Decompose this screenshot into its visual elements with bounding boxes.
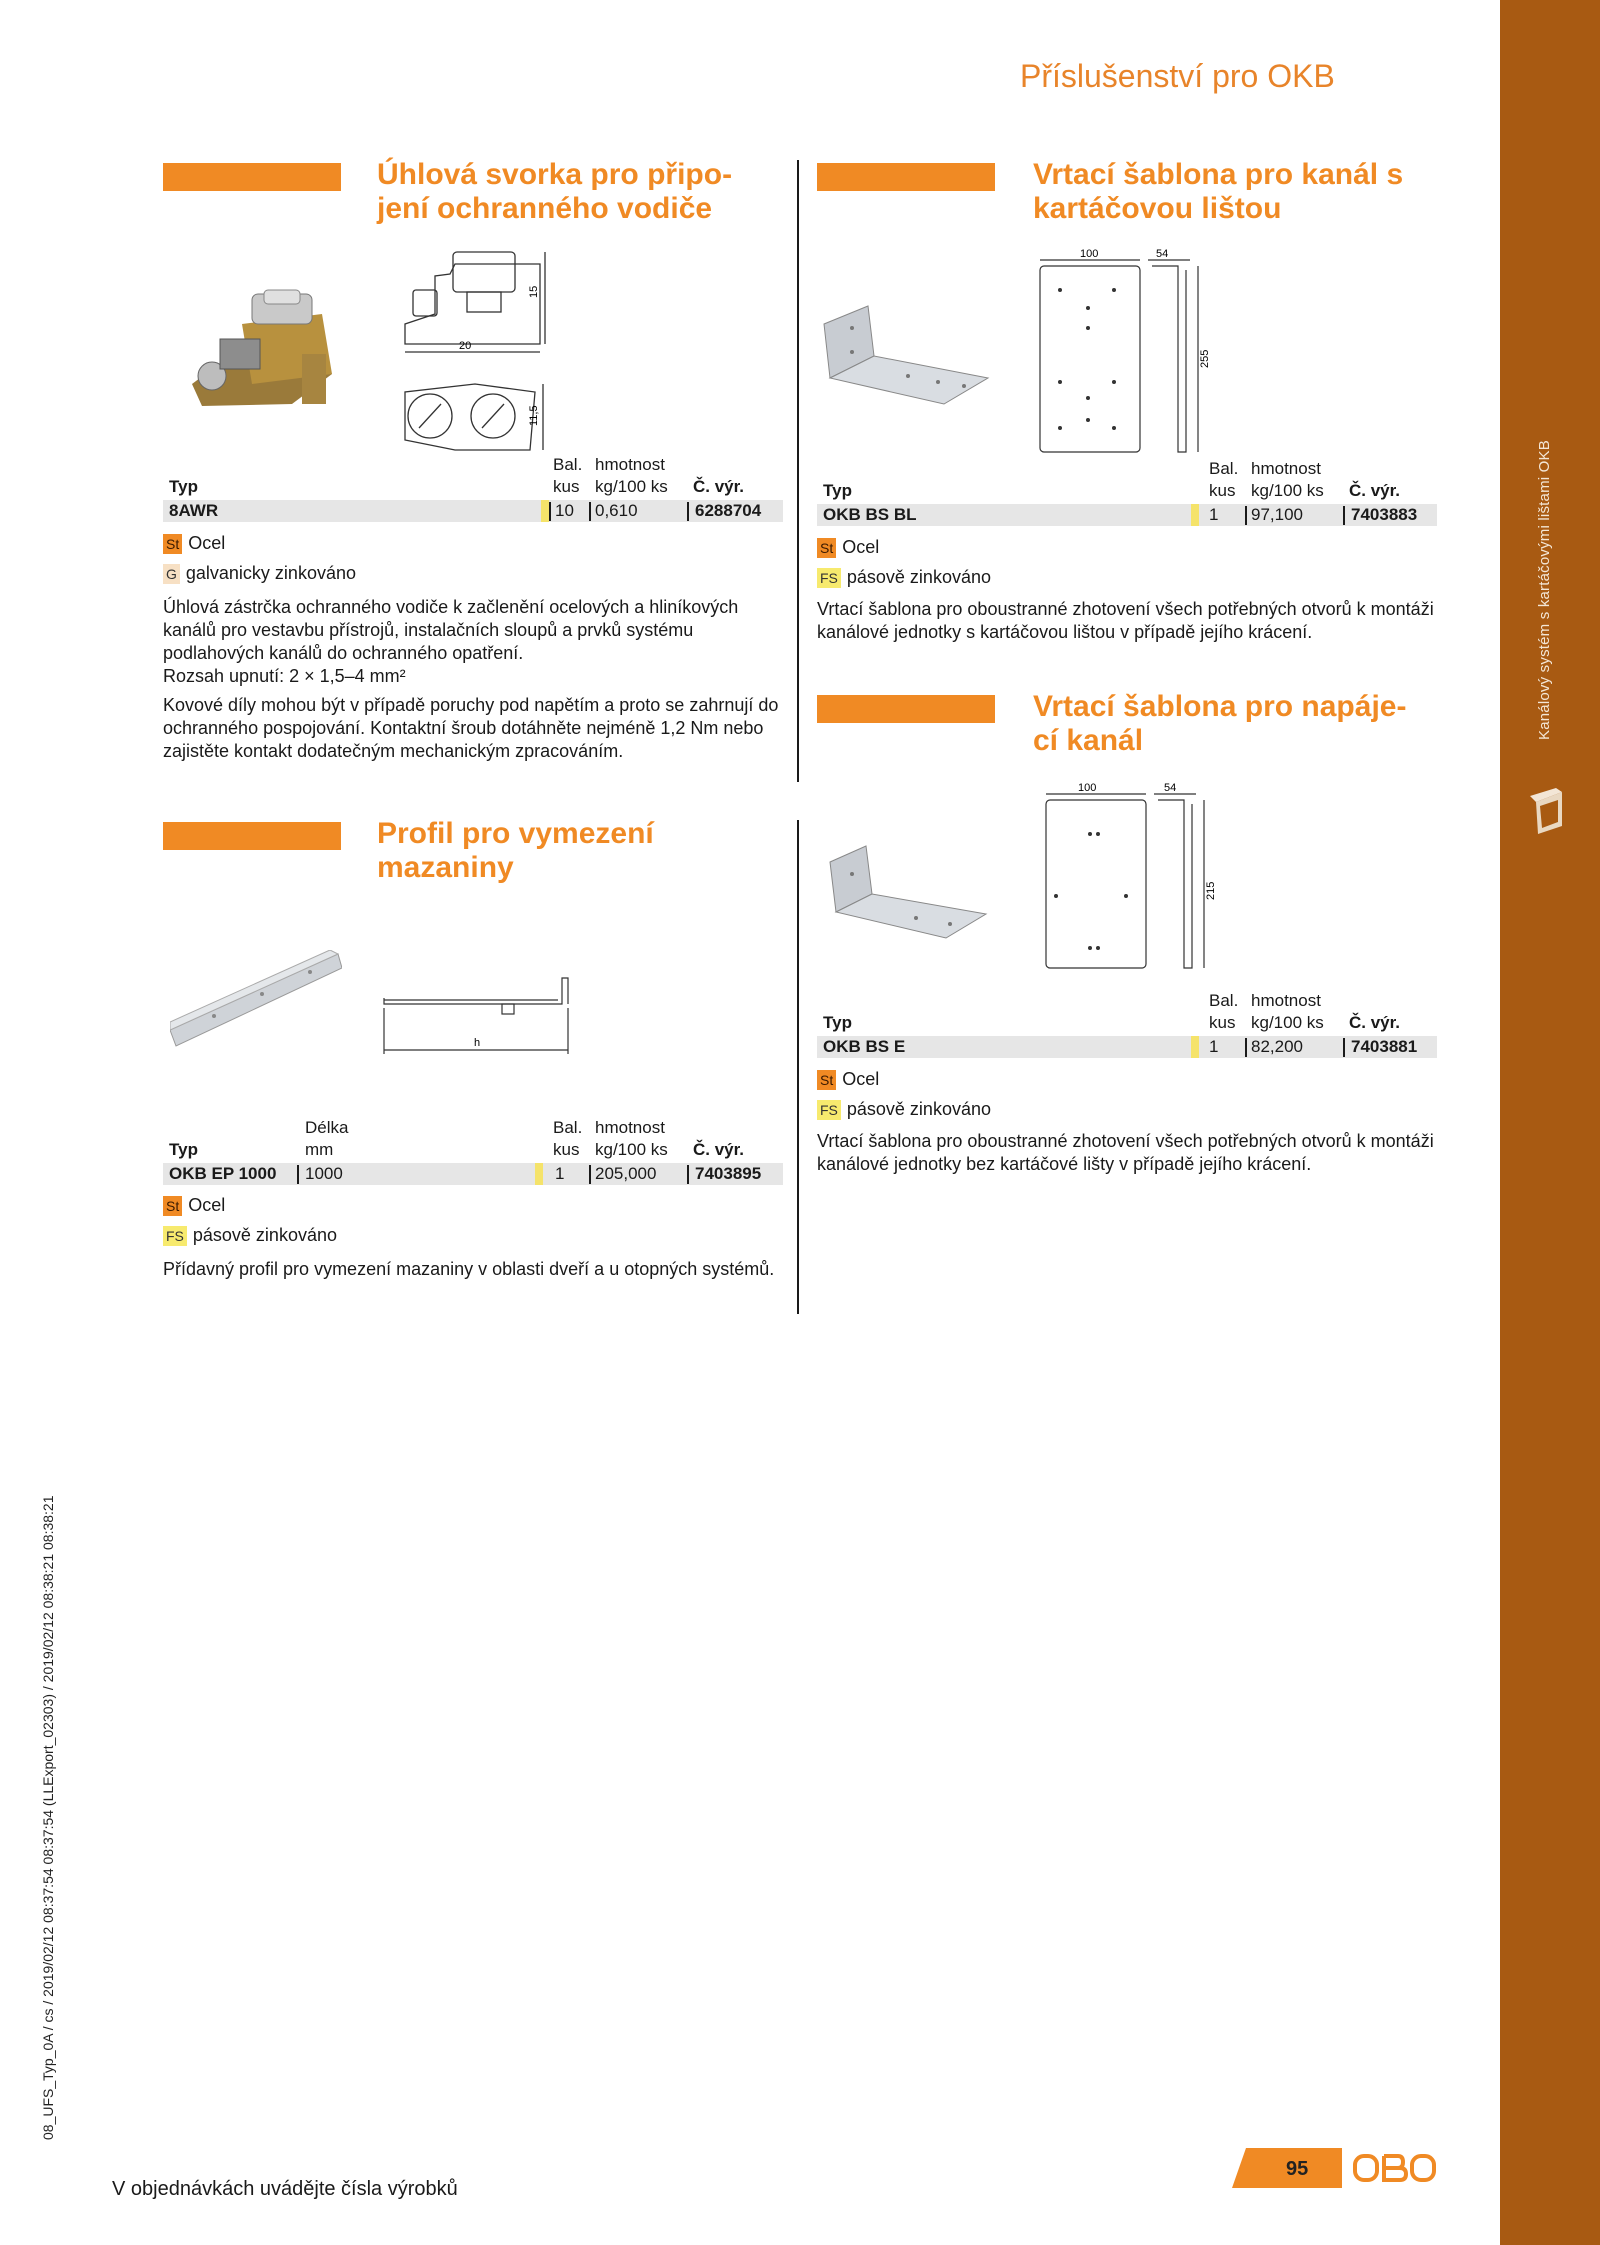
cell-typ: OKB BS E [823, 1037, 906, 1056]
description-screed-profile: Přídavný profil pro vymezení mazaniny v oblasti dveří a u otopných systémů. [163, 1259, 775, 1279]
material-steel: St Ocel [817, 537, 879, 558]
section-marker-bar [163, 822, 341, 850]
cell-cvyr: 7403881 [1351, 1037, 1418, 1056]
material-code-badge: St [163, 1196, 182, 1216]
col-header-delka: Délka [305, 1118, 349, 1137]
dim-width: 100 [1078, 782, 1097, 794]
page-number: 95 [1286, 2158, 1309, 2180]
dim-height: 255 [1199, 349, 1211, 368]
section-title-drill-template-brush: Vrtací šablona pro kanál s kartáčovou lištou [1033, 158, 1404, 225]
screed-profile-drawing [382, 968, 582, 1058]
finish-code-badge: FS [163, 1226, 187, 1246]
col-header-hmotnost: hmotnost [595, 455, 665, 474]
col-header-kg: kg/100 ks [1251, 481, 1324, 500]
dim-11-5: 11,5 [528, 405, 540, 426]
dim-h: h [474, 1037, 481, 1049]
material-finish: FS pásově zinkováno [817, 567, 991, 588]
product-table-okb-bs-bl [817, 456, 1437, 530]
section-title-drill-template-power: Vrtací šablona pro napáje- cí kanál [1033, 690, 1407, 757]
col-header-typ: Typ [169, 477, 198, 496]
cell-bal: 1 [1209, 1037, 1219, 1056]
dim-15: 15 [528, 285, 540, 298]
col-header-kus: kus [1209, 1013, 1236, 1032]
cell-typ: OKB BS BL [823, 505, 917, 524]
material-finish: FS pásově zinkováno [817, 1099, 991, 1120]
print-meta-vertical: 08_UFS_Typ_0A / cs / 2019/02/12 08:37:54 08:37:54 (LLExport_02303) / 2019/02/12 08:38:21 08:38:21 [40, 1495, 56, 2140]
material-steel: St Ocel [817, 1069, 879, 1090]
column-divider-bottom [797, 820, 799, 1314]
finish-code-badge: FS [817, 568, 841, 588]
cell-delka: 1000 [305, 1164, 343, 1183]
material-finish: G galvanicky zinkováno [163, 563, 356, 584]
section-title-angle-clamp: Úhlová svorka pro připo- jení ochranného vodiče [377, 158, 733, 225]
col-header-cvyr: Č. výr. [1349, 1013, 1401, 1032]
finish-code-badge: G [163, 564, 180, 584]
material-code-badge: St [817, 538, 836, 558]
cell-cvyr: 7403883 [1351, 505, 1418, 524]
col-header-kus: kus [553, 477, 580, 496]
product-table-8awr [163, 452, 783, 526]
material-finish: FS pásově zinkováno [163, 1225, 337, 1246]
col-header-bal: Bal. [553, 1118, 583, 1137]
side-category-label: Kanálový systém s kartáčovými lištami OKB [1536, 440, 1553, 740]
col-header-typ: Typ [169, 1140, 198, 1159]
page-header-title: Příslušenství pro OKB [1020, 58, 1335, 94]
col-header-kg: kg/100 ks [595, 1140, 668, 1159]
cell-typ: 8AWR [169, 501, 219, 520]
footer-order-note: V objednávkách uvádějte čísla výrobků [112, 2178, 458, 2200]
cell-bal: 1 [555, 1164, 565, 1183]
table-row [163, 500, 783, 522]
description-angle-clamp: Úhlová zástrčka ochranného vodiče k začlenění ocelových a hliníkových kanálů pro vestavbu přístrojů, instalačních sloupů a prvků systému podlahových kanálů do ochranného opatření. Rozsah upnutí: 2 × 1,5–4 mm² Kovové díly mohou být v případě poruchy pod napětím a proto se zahrnují do ochranného pospojování. Kontaktní šroub dotáhněte nejméně 1,2 Nm nebo zajistěte kontakt dodatečným mechanickým zpracováním. [163, 597, 779, 761]
col-header-cvyr: Č. výr. [693, 1140, 745, 1159]
section-marker-bar [163, 163, 341, 191]
dim-width: 100 [1080, 248, 1099, 260]
cell-hmotnost: 97,100 [1251, 505, 1303, 524]
cell-hmotnost: 82,200 [1251, 1037, 1303, 1056]
col-header-bal: Bal. [1209, 991, 1239, 1010]
dim-depth: 54 [1164, 782, 1177, 794]
angle-clamp-drawing [395, 244, 555, 464]
cell-hmotnost: 205,000 [595, 1164, 657, 1183]
drill-template-power-drawing [1036, 782, 1236, 992]
table-row [817, 504, 1437, 526]
col-header-kus: kus [553, 1140, 580, 1159]
dim-height: 215 [1205, 881, 1217, 900]
product-table-okb-ep-1000 [163, 1115, 783, 1189]
col-header-hmotnost: hmotnost [1251, 459, 1321, 478]
cell-bal: 10 [555, 501, 574, 520]
dim-depth: 54 [1156, 248, 1169, 260]
section-marker-bar [817, 163, 995, 191]
channel-profile-icon [1526, 786, 1566, 836]
material-code-badge: St [817, 1070, 836, 1090]
col-header-cvyr: Č. výr. [1349, 481, 1401, 500]
col-header-typ: Typ [823, 1013, 852, 1032]
col-header-cvyr: Č. výr. [693, 477, 745, 496]
angle-clamp-photo [172, 284, 372, 419]
description-drill-template-brush: Vrtací šablona pro oboustranné zhotovení všech potřebných otvorů k montáži kanálové jednotky s kartáčovou lištou v případě jejího krácení. [817, 599, 1434, 642]
col-header-bal: Bal. [1209, 459, 1239, 478]
col-header-kus: kus [1209, 481, 1236, 500]
screed-profile-photo [170, 950, 342, 1050]
cell-typ: OKB EP 1000 [169, 1164, 277, 1183]
material-code-badge: St [163, 534, 182, 554]
cell-hmotnost: 0,610 [595, 501, 638, 520]
col-header-bal: Bal. [553, 455, 583, 474]
obo-logo [1352, 2150, 1438, 2186]
dim-20: 20 [459, 340, 472, 352]
drill-template-brush-photo [818, 298, 998, 418]
drill-template-brush-drawing [1030, 248, 1230, 458]
col-header-mm: mm [305, 1140, 334, 1159]
drill-template-power-photo [826, 838, 996, 948]
col-header-typ: Typ [823, 481, 852, 500]
description-drill-template-power: Vrtací šablona pro oboustranné zhotovení všech potřebných otvorů k montáži kanálové jednotky bez kartáčové lišty v případě jejího krácení. [817, 1131, 1434, 1174]
material-steel: St Ocel [163, 1195, 225, 1216]
section-marker-bar [817, 695, 995, 723]
col-header-kg: kg/100 ks [1251, 1013, 1324, 1032]
finish-code-badge: FS [817, 1100, 841, 1120]
column-divider-top [797, 160, 799, 782]
product-table-okb-bs-e [817, 988, 1437, 1062]
cell-cvyr: 7403895 [695, 1164, 762, 1183]
col-header-hmotnost: hmotnost [595, 1118, 665, 1137]
table-row [163, 1163, 783, 1185]
material-steel: St Ocel [163, 533, 225, 554]
cell-bal: 1 [1209, 505, 1219, 524]
col-header-kg: kg/100 ks [595, 477, 668, 496]
side-band [1500, 0, 1600, 2245]
cell-cvyr: 6288704 [695, 501, 762, 520]
section-title-screed-profile: Profil pro vymezení mazaniny [377, 817, 654, 884]
col-header-hmotnost: hmotnost [1251, 991, 1321, 1010]
table-row [817, 1036, 1437, 1058]
